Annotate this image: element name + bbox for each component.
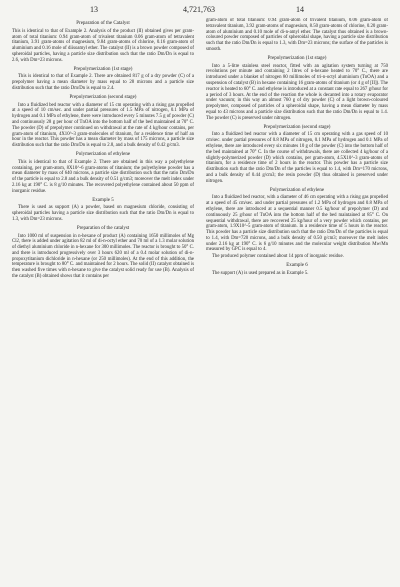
page-header bbox=[0, 5, 400, 17]
paragraph: There is used as support (A) a powder, based on magnesium chloride, consisting of spheroidal particles having a particle size distribution such that the ratio Dm/Dn is equal to 1.3, with Dm=23 microns. bbox=[12, 205, 194, 222]
paragraph: Into a 5-litre stainless steel reactor, fitted with an agitation system turning at 750 revolutions per minute and containing 2 litres of n-hexane heated to 70° C., there are introduced under a blanket of nitrogen 80 millimoles of tri-n-octyl aluminium (TnOA) and a suspension of catalyst (B) in hexane containing 16 gram-atoms of titanium (or 4 g of [II]). The reactor is heated to 60° C. and ethylene is introduced at a constant rate equal to 267 g/hour for a period of 3 hours. At the end of the reaction the whole is decanted into a rotary evaporator under vacuum; in this way an almost 760 g of dry powder (C) of a light brown-coloured prepolymer, composed of particles of a spheroidal shape, having a mean diameter by mass equal to 43 microns and a particle size distribution such that the ratio Dm/Dn is equal to 1.4. The powder (C) is preserved under nitrogen. bbox=[206, 63, 388, 121]
paragraph: Into a fluidized bed reactor, with a diameter of 46 cm operating with a rising gas propelled at a speed of 45 cm/sec. and under partial pressures of 1.2 MPa of hydrogen and 0.8 MPa of ethylene, there are introduced at a sequential manner 0.5 kg/hour of prepolymer (D) and continuously 25 g/hour of TnOA into the bottom half of the bed maintained at 85° C. On sequential withdrawal, there are recovered 25 kg/hour of a very powder which contains, per gram-atom, 1.9X10^-5 gram-atom of titanium. In a residence time of 5 hours in the reactor. This powder has a particle size distribution such that the ratio Dm/Dn of the particles is equal to 1.4, with Dm=720 microns, and a bulk density of 0.50 g/cm3; moreover the melt index under 2.16 kg at 190° C. is 6 g/10 minutes and the molecular weight distribution Mw/Mn measured by GPC is equal to 4. bbox=[206, 195, 388, 253]
section-heading: Example 6 bbox=[286, 263, 308, 269]
section-heading: Prepolymerization (second stage) bbox=[69, 94, 137, 100]
paragraph: This is identical to that of Example 2. Analysis of the product (II) obtained gives per gram-atom of total titanium: 0.94 gram-atom of trivalent titanium 0.06 gram-atom of tetravalent titanium, 3.91 gram-atoms of magnesium, 9.84 gram-atoms of chlorine, 0.16 gram-atom of aluminium and 0.16 mole of diisoamyl ether. The catalyst (II) is a brown powder composed of spheroidal particles, having a particle size distribution such that the ratio Dm/Dn is equal to 2.6, with Dm=23 microns. bbox=[12, 28, 194, 63]
paragraph: The support (A) is used prepared as in Example 5. bbox=[212, 270, 309, 276]
section-heading: Polymerization of ethylene bbox=[75, 151, 131, 157]
page-number-left: 13 bbox=[90, 5, 98, 14]
section-heading: Example 5 bbox=[92, 197, 114, 203]
right-column bbox=[206, 18, 388, 584]
section-heading: Preparation of the catalyst bbox=[76, 225, 130, 231]
paragraph: Into a fluidized bed reactor with a diameter of 15 cm operating with a rising gas propelled at a speed of 10 cm/sec. and under partial pressures of 1.5 MPa of nitrogen, 0.1 MPa of hydrogen and 0.1 MPa of ethylene, there were introduced every 5 minutes 7.5 g of powder (C) and continuously 28 g per hour of TnOA into the bottom half of the bed maintained at 70° C. The powder (D) of prepolymer continued on withdrawal at the rate of 4 kg/hour contains, per gram-atom of titanium, 4X10^-3 gram-molecules of titanium, for a residence time of half an hour in the reactor. This powder has a mean diameter by mass of 175 microns, a particle size distribution such that the ratio Dm/Dn is equal to 2.8, and a bulk density of 0.42 g/cm3. bbox=[12, 102, 194, 149]
section-heading: Prepolymerization (1st stage) bbox=[73, 66, 133, 72]
paragraph: This is identical to that of Example 2. There are obtained in this way a polyethylene containing, per gram-atom, 8X10^-6 gram-atoms of titanium; the polyethylene powder has a mean diameter by mass of 640 microns, a particle size distribution such that the ratio Dm/Dn of the particle is equal to 2.8 and a bulk density of 0.51 g/cm3; moreover the melt index under 2.16 kg at 190° C. is 8 g/10 minutes. The recovered polyethylene contained about 50 ppm of inorganic residue. bbox=[12, 159, 194, 194]
section-heading: Preparation of the Catalyst bbox=[76, 21, 130, 26]
patent-number: 4,721,763 bbox=[183, 5, 215, 14]
section-heading: Prepolymerization (1st stage) bbox=[267, 55, 327, 61]
left-column bbox=[12, 18, 194, 584]
section-heading: Polymerization of ethylene bbox=[269, 187, 325, 193]
paragraph: Into 1000 ml of suspension in n-hexane of product (A) containing 1650 millimoles of Mg Cl2, there is added under agitation 82 ml of di-n-octyl ether and 70 ml of a 1.3 molar solution of diethyl aluminium chloride in n-hexane for 300 millimoles. The reactor is brought to 50° C. and there is introduced progressively over 3 hours 620 ml of a 0.4 molar solution of di-n-propoxytitanium dichloride in n-hexane (or 250 millimoles). At the end of this addition, the temperature is brought to 80° C. and maintained for 2 hours. The solid (II) catalyst obtained is then washed five times with n-hexane to give the catalyst solid ready for use (B). Analysis of the catalyst (B) obtained shows that it contains per bbox=[12, 233, 194, 280]
paragraph: This is identical to that of Example 2. There are obtained 817 g of a dry powder (C) of a prepolymer having a mean diameter by mass equal to 28 microns and a particle size distribution such that the ratio Dm/Dn is equal to 2.4. bbox=[12, 74, 194, 91]
paragraph: The produced polymer contained about 14 ppm of inorganic residue. bbox=[212, 254, 344, 260]
section-heading: Prepolymerization (second stage) bbox=[263, 124, 331, 130]
paragraph: Into a fluidized bed reactor with a diameter of 15 cm operating with a gas speed of 10 cm/sec. under partial pressures of 0.8 MPa of nitrogen, 0.1 MPa of hydrogen and 0.1 MPa of ethylene, there are introduced every six minutes 10 g of the powder (C) into the bottom half of the bed maintained at 70° C. In the course of withdrawals, there are collected 4 kg/hour of a slightly-polymerized powder (D) which contains, per gram-atom, 4.5X10^-3 gram-atoms of titanium, for a residence time of 2 hours in the reactor. This powder has a particle size distribution such that the ratio Dm/Dn of the particles is equal to 1.4, with Dm=170 microns, and a bulk density of 0.44 g/cm3; the resin powder (D) thus obtained is preserved under nitrogen. bbox=[206, 132, 388, 184]
paragraph: gram-atom of total titanium: 0.94 gram-atom of trivalent titanium, 0.06 gram-atom of tetravalent titanium, 3.92 gram-atoms of magnesium, 8.50 gram-atoms of chlorine, 0.20 gram-atom of aluminium and 0.10 mole of di-n-amyl ether. The catalyst thus obtained is a brown-coloured powder composed of particles of spheroidal shape, having a particle size distribution such that the ratio Dm/Dn is equal to 1.3, with Dm=23 microns; the surface of the particles is smooth. bbox=[206, 18, 388, 52]
page-number-right: 14 bbox=[296, 5, 304, 14]
